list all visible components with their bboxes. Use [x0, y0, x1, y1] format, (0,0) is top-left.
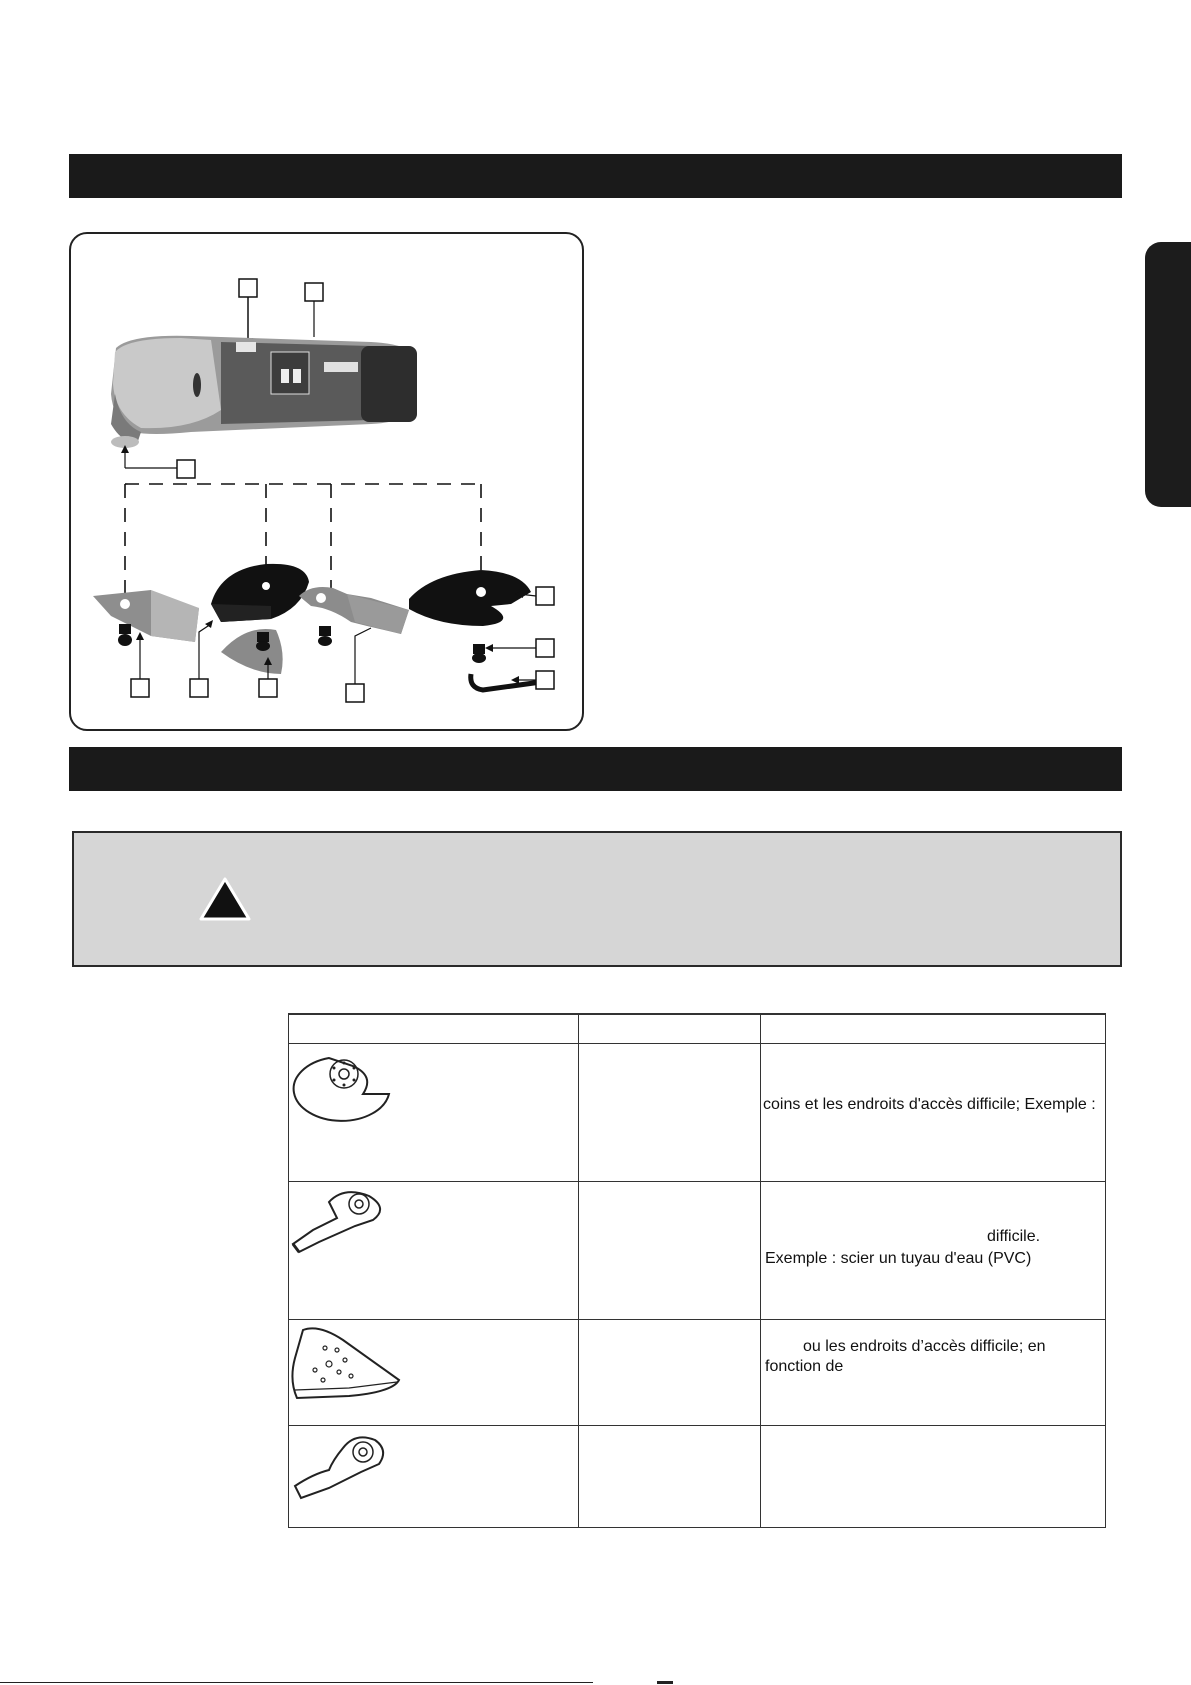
callout-box-plunge-blade	[346, 684, 364, 702]
tool-image-cell	[289, 1320, 579, 1426]
material-cell	[579, 1320, 761, 1426]
warning-triangle-icon	[199, 877, 251, 923]
callout-box-screw	[536, 639, 554, 657]
application-cell	[761, 1320, 1106, 1426]
table-row	[289, 1320, 1106, 1426]
callout-box-sanding-sheet	[259, 679, 277, 697]
delta-sanding-pad-drawing	[211, 564, 309, 674]
table-header-accessory	[289, 1014, 579, 1044]
segment-saw-blade-icon	[289, 1044, 578, 1176]
application-text-line: difficile.	[987, 1228, 1041, 1245]
tool-image-cell	[289, 1044, 579, 1182]
application-text-line: Exemple : scier un tuyau d'eau (PVC)	[765, 1250, 1032, 1267]
table-header-row	[289, 1014, 1106, 1044]
callout-box-segment-blade	[536, 587, 554, 605]
tool-image-cell	[289, 1182, 579, 1320]
plunge-cut-saw-blade-icon	[289, 1182, 578, 1314]
application-text-line: fonction de	[765, 1358, 844, 1375]
callout-box-hex-key	[536, 671, 554, 689]
segment-blade-drawing	[409, 570, 531, 626]
warning-box	[72, 831, 1122, 967]
parts-diagram	[69, 232, 584, 731]
section-header-bar-top	[69, 154, 1122, 198]
callout-box-tool-holder	[177, 460, 195, 478]
table-row	[289, 1426, 1106, 1528]
language-side-tab	[1145, 242, 1191, 507]
material-cell	[579, 1182, 761, 1320]
fixing-screw-right	[472, 644, 486, 663]
application-cell	[761, 1182, 1106, 1320]
footer-rule	[0, 1682, 593, 1683]
parts-diagram-illustration	[71, 234, 586, 733]
scraper-blade-drawing	[93, 590, 199, 642]
callout-box-switch	[239, 279, 257, 297]
material-cell	[579, 1426, 761, 1528]
fixing-screw-left	[118, 624, 132, 646]
hex-key-drawing	[471, 674, 541, 690]
application-cell	[761, 1044, 1106, 1182]
callout-box-pad	[190, 679, 208, 697]
section-header-bar-middle	[69, 747, 1122, 791]
table-row	[289, 1044, 1106, 1182]
table-header-material	[579, 1014, 761, 1044]
multi-tool-body	[111, 336, 417, 448]
delta-sanding-pad-icon	[289, 1320, 578, 1420]
table-header-application	[761, 1014, 1106, 1044]
material-cell	[579, 1044, 761, 1182]
application-text-line: ou les endroits d’accès difficile; en	[803, 1338, 1046, 1355]
callout-box-scraper	[131, 679, 149, 697]
table-row	[289, 1182, 1106, 1320]
page-number-mark	[657, 1681, 673, 1684]
tool-image-cell	[289, 1426, 579, 1528]
scraper-blade-icon	[289, 1426, 578, 1522]
accessory-table	[288, 1013, 1106, 1528]
application-cell	[761, 1426, 1106, 1528]
application-text-line: coins et les endroits d'accès difficile; Exemple :	[763, 1096, 1096, 1113]
plunge-cut-blade-drawing	[299, 587, 409, 646]
callout-box-handle	[305, 283, 323, 301]
